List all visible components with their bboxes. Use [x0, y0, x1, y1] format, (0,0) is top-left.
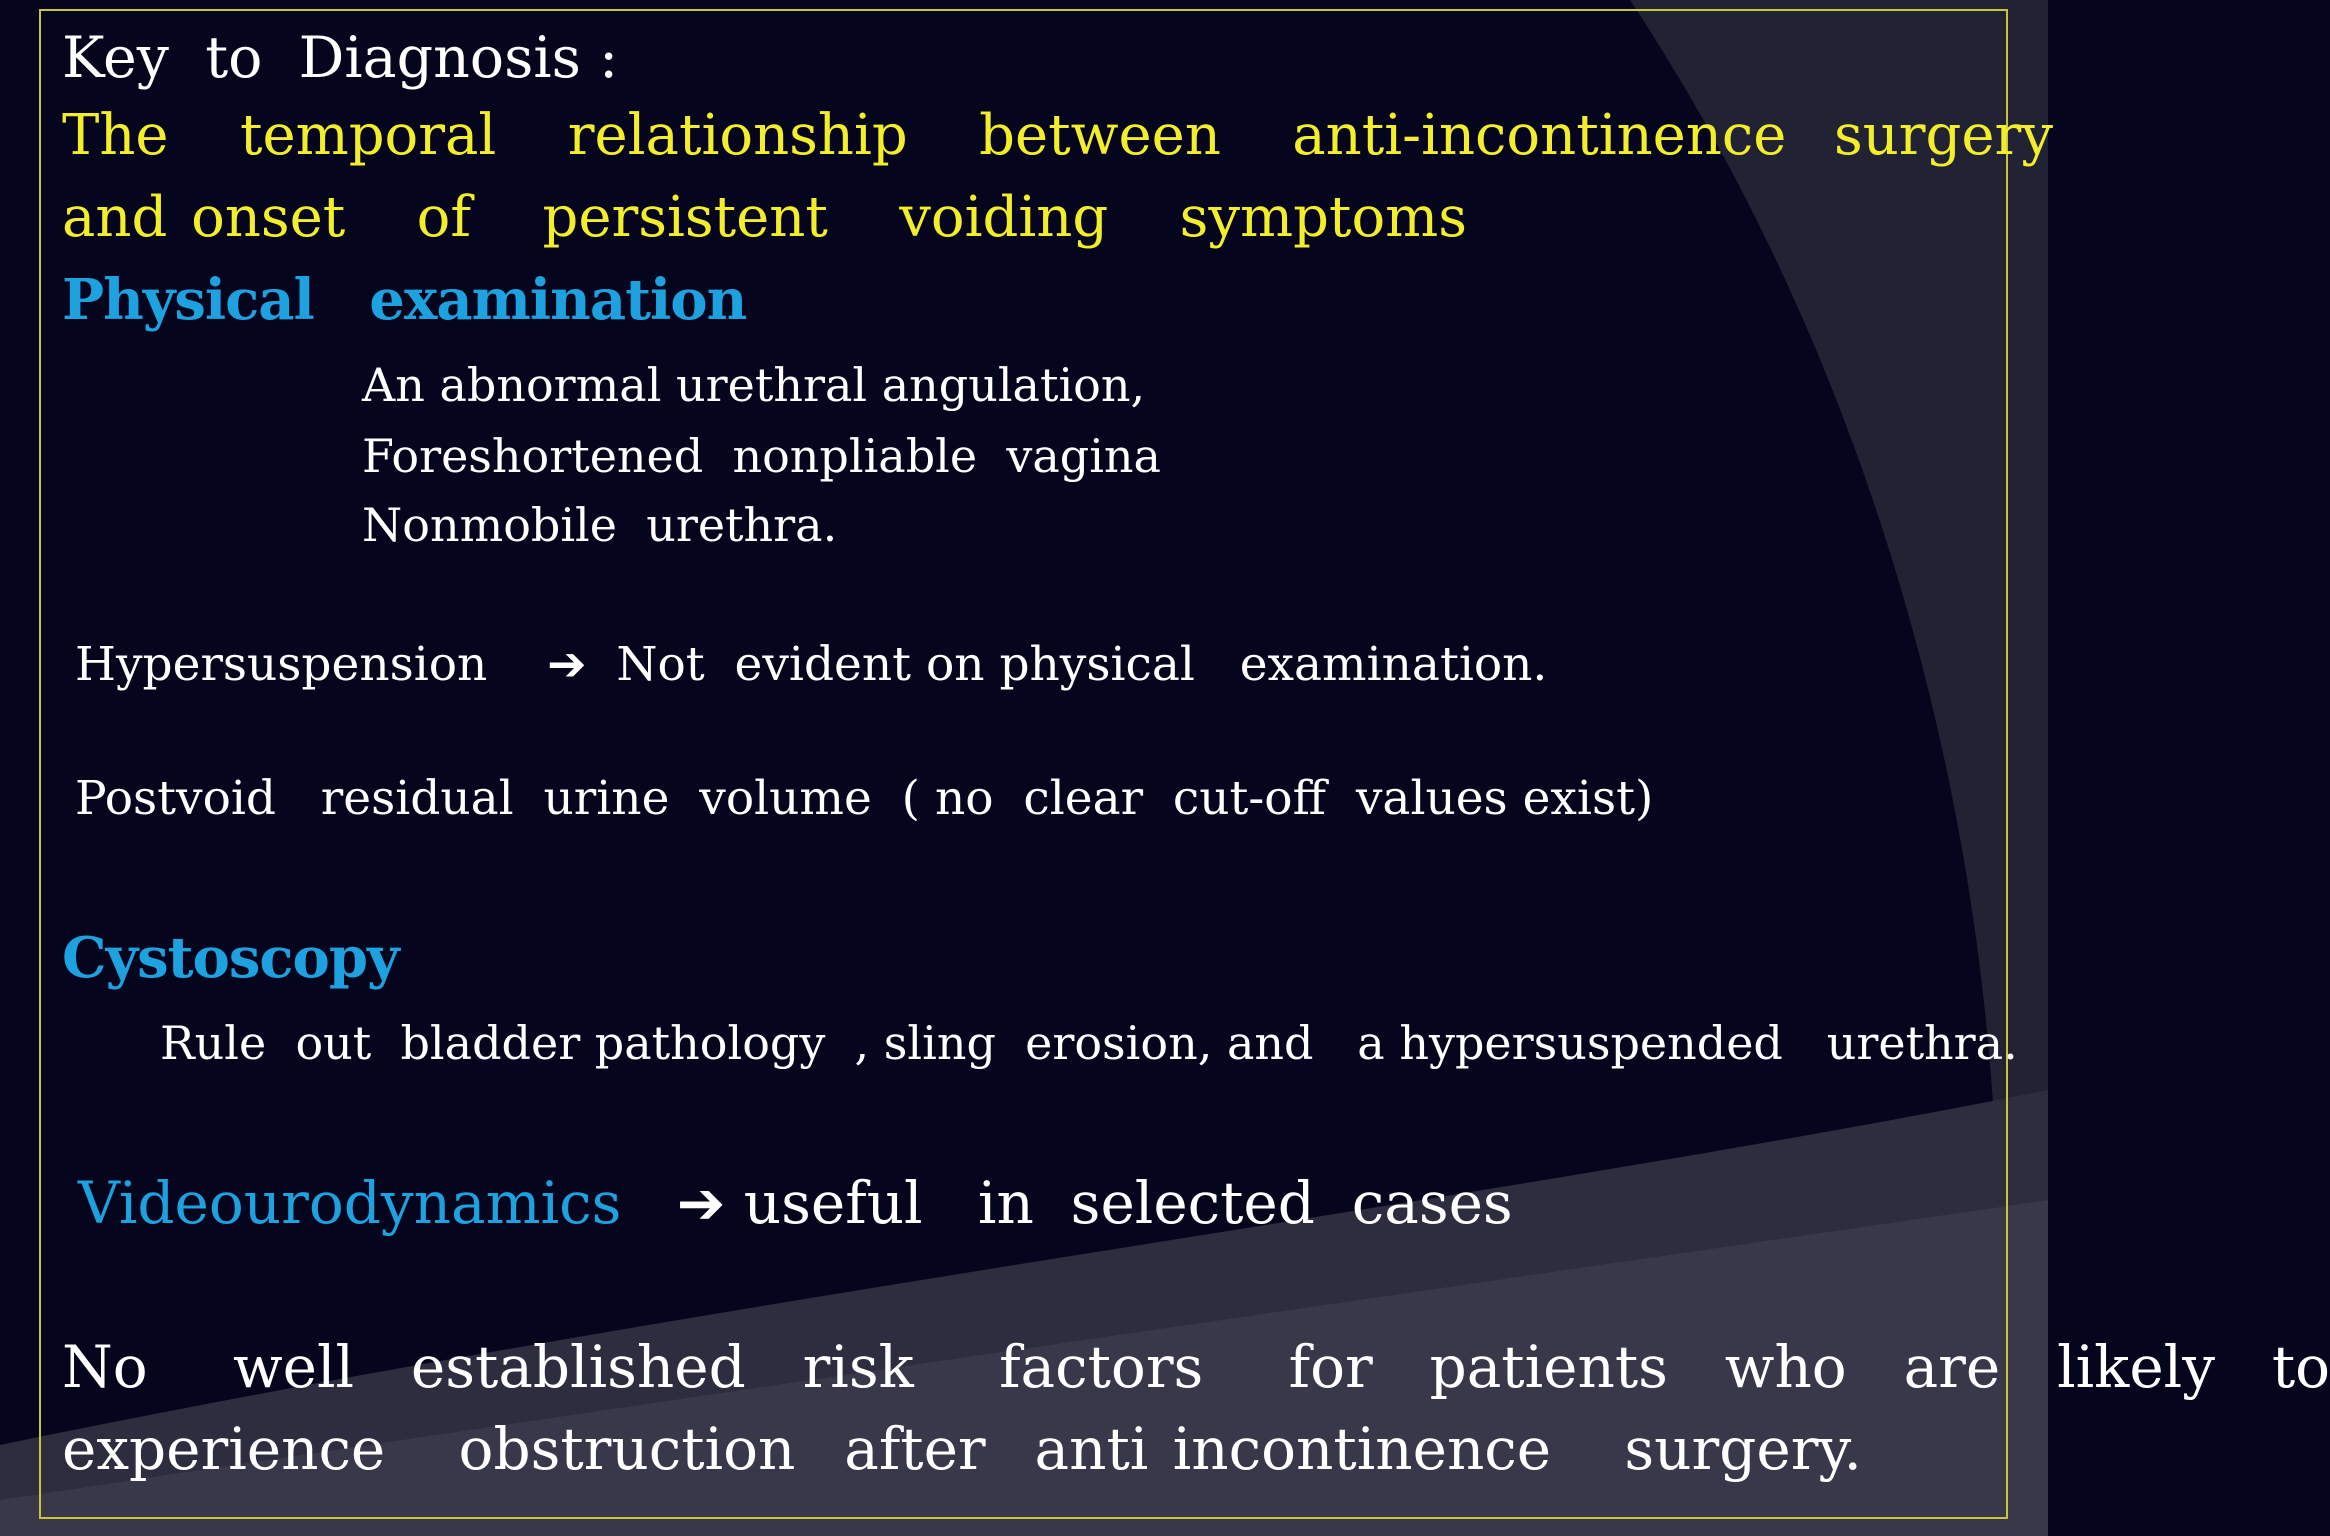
videourodynamics-line [78, 1169, 1513, 1237]
videourodynamics-text: useful in selected cases [743, 1169, 1513, 1237]
conclusion-line-2: experience obstruction after anti incontinence surgery. [62, 1415, 1862, 1483]
relationship-line-2: and onset of persistent voiding symptoms [62, 185, 1467, 250]
hypersuspension-text: Not evident on physical examination. [616, 637, 1548, 692]
exam-finding: Foreshortened nonpliable vagina [362, 429, 1161, 483]
physical-examination-heading: Physical examination [62, 267, 747, 333]
exam-finding: Nonmobile urethra. [362, 498, 838, 552]
cystoscopy-heading: Cystoscopy [62, 925, 399, 991]
arrow-icon: ➔ [547, 637, 587, 692]
exam-finding: An abnormal urethral angulation, [362, 358, 1146, 412]
hypersuspension-line [75, 637, 1548, 692]
key-diagnosis-heading: Key to Diagnosis : [62, 25, 619, 91]
arrow-icon: ➔ [676, 1169, 726, 1237]
relationship-line-1: The temporal relationship between anti-incontinence surgery [62, 103, 2053, 168]
videourodynamics-term: Videourodynamics [78, 1169, 622, 1237]
conclusion-line-1: No well established risk factors for patients who are likely to [62, 1333, 2330, 1401]
postvoid-residual-line: Postvoid residual urine volume ( no clear cut-off values exist) [75, 771, 1654, 826]
hypersuspension-term: Hypersuspension [75, 637, 488, 692]
cystoscopy-text: Rule out bladder pathology , sling erosion, and a hypersuspended urethra. [160, 1016, 2018, 1070]
